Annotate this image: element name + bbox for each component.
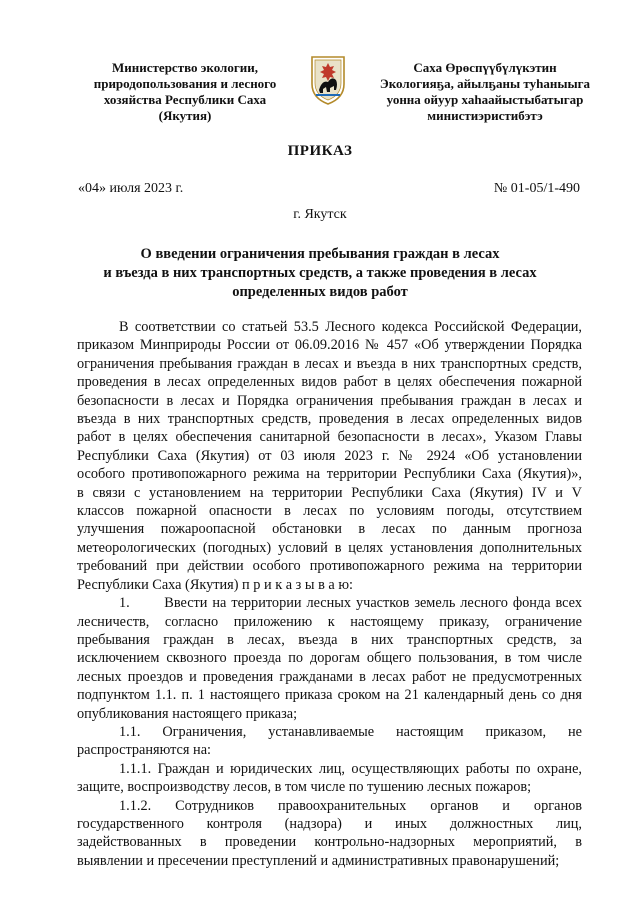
- ministry-name-yakut: [365, 60, 605, 124]
- body-paragraph: [77, 594, 582, 723]
- ministry-name-line: Министерство экологии,: [112, 60, 258, 75]
- body-line: улучшения пожароопасной обстановки в лесах по данным прогноза: [77, 521, 582, 538]
- ministry-name-russian: [60, 60, 310, 124]
- ministry-name-line: природопользования и лесного: [93, 76, 277, 91]
- ministry-name-line: министиэристибэтэ: [427, 108, 543, 123]
- title-line: и въезда в них транспортных средств, а также проведения в лесах: [103, 265, 537, 281]
- body-line: защите, воспроизводству лесов, в том числе по тушению лесных пожаров;: [77, 779, 532, 796]
- body-line: пребывания граждан в лесах, въезда в них транспортных средств, за: [77, 631, 582, 648]
- body-line: 1.1.1. Граждан и юридических лиц, осуществляющих работы по охране,: [119, 760, 582, 777]
- document-date: «04» июля 2023 г.: [78, 181, 184, 196]
- body-line: въезда в них транспортных средств, проведения в лесах определенных видов: [77, 411, 582, 428]
- body-line: работ в целях обеспечения санитарной безопасности в лесах», Указом Главы: [77, 429, 582, 446]
- body-paragraph: [77, 797, 582, 871]
- title-line: О введении ограничения пребывания граждан в лесах: [140, 246, 500, 262]
- ministry-name-line: хозяйства Республики Саха: [103, 92, 267, 107]
- coat-of-arms-icon: [308, 54, 348, 106]
- ministry-name-line: Саха Өрөспүүбүлүкэтин: [413, 60, 557, 75]
- body-line: в связи с установлением на территории Республики Саха (Якутия) IV и V: [77, 484, 582, 501]
- body-line: опубликования настоящего приказа;: [77, 705, 298, 722]
- document-type: ПРИКАЗ: [287, 143, 353, 159]
- body-paragraph: [77, 318, 582, 594]
- body-line: требований при действии особого противопожарного режима на территории: [77, 558, 582, 575]
- body-line: В соответствии со статьей 53.5 Лесного кодекса Российской Федерации,: [119, 319, 582, 335]
- ministry-name-line: уонна ойуур хаһаайыстыбатыгар: [386, 92, 584, 107]
- document-title: [95, 245, 545, 302]
- body-line: метеорологических (погодных) условий в целях установления дополнительных: [77, 539, 582, 556]
- ministry-name-line: Экологияҕа, айылҕаны туһаныыга: [379, 76, 591, 91]
- body-line: особого противопожарного режима на территории Республики Саха (Якутия)»,: [77, 466, 582, 483]
- document-body: [77, 318, 582, 870]
- body-line: лесничеств, согласно приложению к настоящему приказу, ограничение: [77, 613, 582, 630]
- ministry-name-line: (Якутия): [158, 108, 212, 123]
- body-line: подпунктом 1.1. п. 1 настоящего приказа сроком на 21 календарный день со дня: [77, 687, 582, 704]
- body-line: 1.1. Ограничения, устанавливаемые настоящим приказом, не: [119, 723, 582, 740]
- body-line: классов пожарной опасности в лесах по условиям погоды, отсутствием: [77, 503, 582, 520]
- body-line: распространяются на:: [77, 742, 212, 759]
- document-number: № 01-05/1-490: [493, 181, 580, 196]
- body-line: 1. Ввести на территории лесных участков земель лесного фонда всех: [119, 595, 582, 612]
- body-line: проведения в лесах определенных видов работ в целях обеспечения пожарной: [77, 374, 582, 391]
- body-line: Республики Саха (Якутия) от 03 июля 2023 г. № 2924 «Об установлении: [77, 447, 582, 464]
- body-line: исключением сквозного проезда по дорогам общего пользования, в том числе: [77, 650, 582, 667]
- body-line: приказом Минприроды России от 06.09.2016 № 457 «Об утверждении Порядка: [77, 337, 582, 354]
- body-paragraph: [77, 723, 582, 760]
- body-line: Республики Саха (Якутия) п р и к а з ы в а ю:: [77, 576, 353, 593]
- body-line: выявлении и пресечении преступлений и административных правонарушений;: [77, 852, 560, 869]
- body-line: безопасности в лесах и Порядка ограничения пребывания граждан в лесах и: [77, 392, 582, 409]
- body-paragraph: [77, 760, 582, 797]
- body-line: государственного контроля (надзора) и иных должностных лиц,: [77, 815, 582, 832]
- document-city: г. Якутск: [293, 207, 347, 222]
- title-line: определенных видов работ: [232, 284, 408, 300]
- body-line: задействованных в проведении контрольно-надзорных мероприятий, в: [77, 834, 582, 851]
- body-line: ограничения пребывания граждан в лесах и въезда в них транспортных средств,: [77, 355, 582, 372]
- body-line: 1.1.2. Сотрудников правоохранительных органов и органов: [119, 797, 582, 814]
- body-line: лесных проездов и проведения гражданами в лесах работ не предусмотренных: [77, 668, 582, 685]
